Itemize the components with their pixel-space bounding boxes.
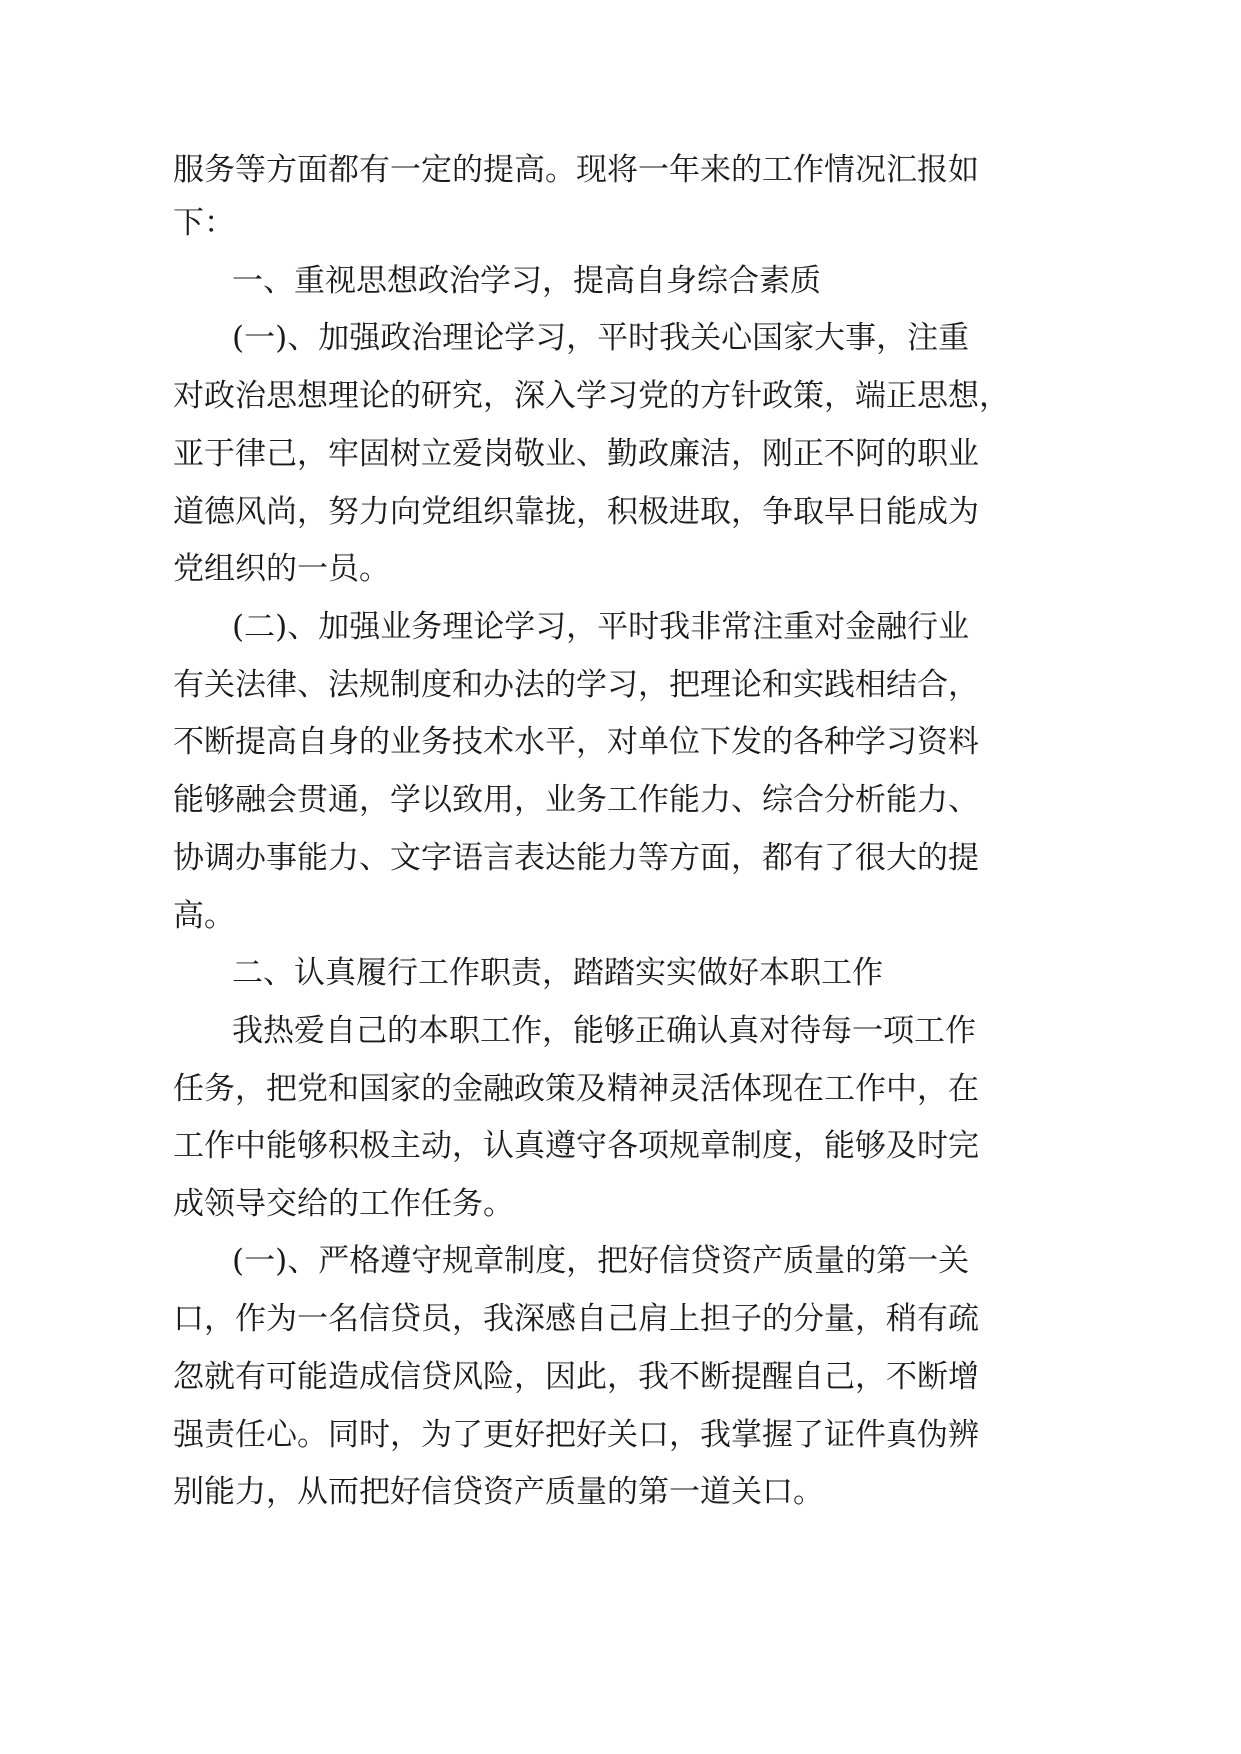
- text-line: 忽就有可能造成信贷风险，因此，我不断提醒自己，不断增: [173, 1359, 979, 1395]
- text-line: 别能力，从而把好信贷资产质量的第一道关口。: [173, 1474, 824, 1510]
- text-line: (一)、严格遵守规章制度，把好信贷资产质量的第一关: [232, 1243, 970, 1279]
- text-line: 能够融会贯通，学以致用，业务工作能力、综合分析能力、: [173, 782, 979, 818]
- text-line: 不断提高自身的业务技术水平，对单位下发的各种学习资料: [173, 724, 979, 760]
- section-heading: 二、认真履行工作职责，踏踏实实做好本职工作: [232, 955, 883, 991]
- text-line: 我热爱自己的本职工作，能够正确认真对待每一项工作: [232, 1013, 976, 1049]
- section-heading: 一、重视思想政治学习，提高自身综合素质: [232, 263, 821, 299]
- text-line: 任务，把党和国家的金融政策及精神灵活体现在工作中，在: [173, 1071, 979, 1107]
- text-line: 协调办事能力、文字语言表达能力等方面，都有了很大的提: [173, 840, 979, 876]
- text-line: 口，作为一名信贷员，我深感自己肩上担子的分量，稍有疏: [173, 1301, 979, 1337]
- text-line: 成领导交给的工作任务。: [173, 1186, 514, 1222]
- text-line: 高。: [173, 898, 235, 934]
- text-line: 下：: [173, 205, 235, 241]
- text-line: 服务等方面都有一定的提高。现将一年来的工作情况汇报如: [173, 152, 979, 188]
- text-line: 对政治思想理论的研究，深入学习党的方针政策，端正思想，: [173, 378, 1010, 414]
- text-line: 有关法律、法规制度和办法的学习，把理论和实践相结合，: [173, 667, 979, 703]
- text-line: 工作中能够积极主动，认真遵守各项规章制度，能够及时完: [173, 1128, 979, 1164]
- text-line: (一)、加强政治理论学习，平时我关心国家大事，注重: [232, 320, 970, 356]
- text-line: 强责任心。同时，为了更好把好关口，我掌握了证件真伪辨: [173, 1417, 979, 1453]
- text-line: 党组织的一员。: [173, 551, 390, 587]
- text-line: 亚于律己，牢固树立爱岗敬业、勤政廉洁，刚正不阿的职业: [173, 436, 979, 472]
- text-line: (二)、加强业务理论学习，平时我非常注重对金融行业: [232, 609, 970, 645]
- text-line: 道德风尚，努力向党组织靠拢，积极进取，争取早日能成为: [173, 494, 979, 530]
